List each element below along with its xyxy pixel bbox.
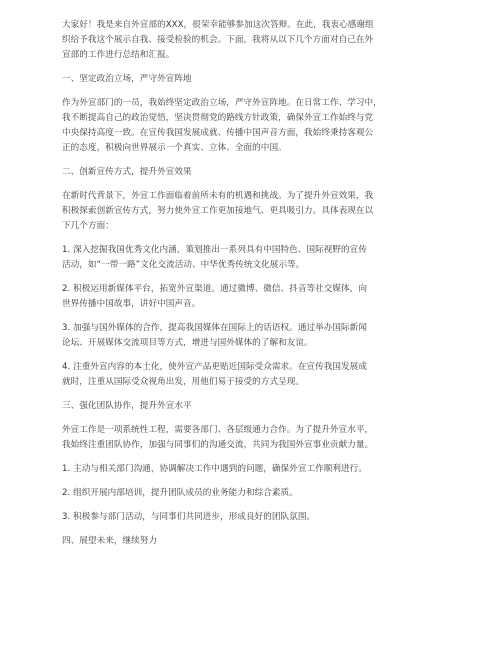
text-line: 2. 组织开展内部培训，提升团队成员的业务能力和综合素质。 xyxy=(62,488,298,498)
text-line: 外宣工作是一项系统性工程，需要各部门、各层级通力合作。为了提升外宣水平， xyxy=(62,425,374,435)
section-heading-4 xyxy=(62,534,440,549)
heading-text: 三、强化团队协作，提升外宣水平 xyxy=(62,401,192,411)
heading-text: 二、创新宣传方式，提升外宣效果 xyxy=(62,167,192,177)
text-line: 2. 积极运用新媒体平台，拓宽外宣渠道。通过微博、微信、抖音等社交媒体，向 xyxy=(62,284,367,294)
text-line: 正的态度，积极向世界展示一个真实、立体、全面的中国。 xyxy=(62,143,287,153)
list-item-3-1 xyxy=(62,462,440,477)
text-line: 我不断提高自己的政治觉悟，坚决贯彻党的路线方针政策，确保外宣工作始终与党 xyxy=(62,113,374,123)
text-line: 世界传播中国故事，讲好中国声音。 xyxy=(62,299,201,309)
list-item-2-3 xyxy=(62,321,440,351)
text-line: 大家好！我是来自外宣部的XXX，很荣幸能够参加这次答辩。在此，我衷心感谢组 xyxy=(62,20,374,30)
text-line: 下几个方面： xyxy=(62,221,114,231)
section-heading-2 xyxy=(62,165,440,180)
text-line: 就时，注重从国际受众视角出发，用他们易于接受的方式呈现。 xyxy=(62,377,305,387)
list-item-2-2 xyxy=(62,282,440,312)
section-heading-1 xyxy=(62,72,440,87)
text-line: 活动，如“一带一路”文化交流活动、中华优秀传统文化展示等。 xyxy=(62,260,305,270)
text-line: 4. 注重外宣内容的本土化，使外宣产品更贴近国际受众需求。在宣传我国发展成 xyxy=(62,362,367,372)
text-line: 3. 积极参与部门活动，与同事们共同进步，形成良好的团队氛围。 xyxy=(62,512,316,522)
section-3-paragraph xyxy=(62,423,440,453)
list-item-3-2 xyxy=(62,486,440,501)
text-line: 织给予我这个展示自我、接受检验的机会。下面，我将从以下几个方面对自己在外 xyxy=(62,35,374,45)
text-line: 积极探索创新宣传方式，努力使外宣工作更加接地气、更具吸引力。具体表现在以 xyxy=(62,206,374,216)
list-item-2-1 xyxy=(62,243,440,273)
text-line: 在新时代背景下，外宣工作面临着前所未有的机遇和挑战。为了提升外宣效果，我 xyxy=(62,191,374,201)
text-line: 1. 深入挖掘我国优秀文化内涵，策划推出一系列具有中国特色、国际视野的宣传 xyxy=(62,245,367,255)
text-line: 1. 主动与相关部门沟通，协调解决工作中遇到的问题，确保外宣工作顺利进行。 xyxy=(62,464,367,474)
section-heading-3 xyxy=(62,399,440,414)
section-2-paragraph xyxy=(62,189,440,234)
document-body xyxy=(62,18,440,549)
heading-text: 四、展望未来，继续努力 xyxy=(62,536,158,546)
text-line: 我始终注重团队协作，加强与同事们的沟通交流，共同为我国外宣事业贡献力量。 xyxy=(62,440,374,450)
text-line: 作为外宣部门的一员，我始终坚定政治立场，严守外宣阵地。在日常工作、学习中， xyxy=(62,98,382,108)
intro-paragraph xyxy=(62,18,440,63)
list-item-3-3 xyxy=(62,510,440,525)
text-line: 中央保持高度一致。在宣传我国发展成就、传播中国声音方面，我始终秉持客观公 xyxy=(62,128,374,138)
text-line: 3. 加强与国外媒体的合作，提高我国媒体在国际上的话语权。通过举办国际新闻 xyxy=(62,323,367,333)
text-line: 论坛、开展媒体交流项目等方式，增进与国外媒体的了解和友谊。 xyxy=(62,338,313,348)
section-1-paragraph xyxy=(62,96,440,156)
list-item-2-4 xyxy=(62,360,440,390)
text-line: 宣部的工作进行总结和汇报。 xyxy=(62,50,175,60)
heading-text: 一、坚定政治立场，严守外宣阵地 xyxy=(62,74,192,84)
